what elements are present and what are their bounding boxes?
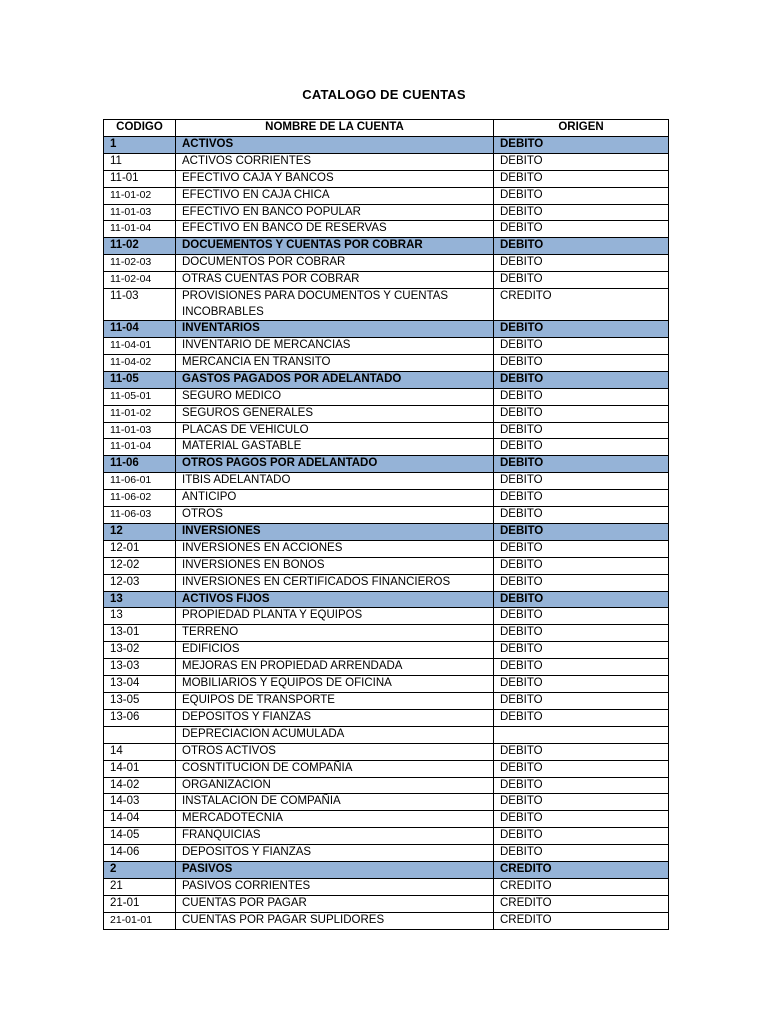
account-origin: DEBITO — [494, 170, 669, 187]
account-name: MERCADOTECNIA — [176, 811, 494, 828]
account-name: PASIVOS — [176, 862, 494, 879]
account-origin: DEBITO — [494, 456, 669, 473]
account-origin: DEBITO — [494, 136, 669, 153]
account-origin: CREDITO — [494, 862, 669, 879]
account-name: ACTIVOS CORRIENTES — [176, 153, 494, 170]
account-origin: DEBITO — [494, 221, 669, 238]
account-code: 14-05 — [104, 828, 176, 845]
account-code: 14-06 — [104, 845, 176, 862]
account-code: 11-05-01 — [104, 388, 176, 405]
account-code: 11-01-02 — [104, 405, 176, 422]
account-code: 11-05 — [104, 371, 176, 388]
account-origin: DEBITO — [494, 255, 669, 272]
account-name: ORGANIZACION — [176, 777, 494, 794]
table-row — [104, 625, 669, 642]
account-name: EFECTIVO EN BANCO DE RESERVAS — [176, 221, 494, 238]
account-origin: DEBITO — [494, 540, 669, 557]
account-name: MERCANCIA EN TRANSITO — [176, 354, 494, 371]
table-row — [104, 794, 669, 811]
account-name: COSNTITUCION DE COMPAÑIA — [176, 760, 494, 777]
account-name: INSTALACION DE COMPAÑIA — [176, 794, 494, 811]
account-origin: DEBITO — [494, 405, 669, 422]
table-row — [104, 845, 669, 862]
header-row — [104, 120, 669, 137]
account-origin: DEBITO — [494, 422, 669, 439]
account-origin: DEBITO — [494, 642, 669, 659]
table-row — [104, 659, 669, 676]
account-origin: CREDITO — [494, 912, 669, 929]
account-name: INVERSIONES EN CERTIFICADOS FINANCIEROS — [176, 574, 494, 591]
account-code: 11-01-04 — [104, 221, 176, 238]
table-body — [104, 136, 669, 929]
account-origin: DEBITO — [494, 371, 669, 388]
account-origin: DEBITO — [494, 828, 669, 845]
account-origin — [494, 726, 669, 743]
account-name: EFECTIVO EN BANCO POPULAR — [176, 204, 494, 221]
account-code: 13-05 — [104, 693, 176, 710]
account-name: OTRAS CUENTAS POR COBRAR — [176, 272, 494, 289]
account-code: 13-04 — [104, 676, 176, 693]
account-origin: DEBITO — [494, 608, 669, 625]
table-row — [104, 760, 669, 777]
account-code: 2 — [104, 862, 176, 879]
account-code: 14-02 — [104, 777, 176, 794]
table-row-group — [104, 456, 669, 473]
account-origin: DEBITO — [494, 591, 669, 608]
account-origin: DEBITO — [494, 794, 669, 811]
account-name: DOCUEMENTOS Y CUENTAS POR COBRAR — [176, 238, 494, 255]
account-name: MEJORAS EN PROPIEDAD ARRENDADA — [176, 659, 494, 676]
account-origin: DEBITO — [494, 321, 669, 338]
account-name: EFECTIVO EN CAJA CHICA — [176, 187, 494, 204]
account-code: 11-04-01 — [104, 337, 176, 354]
account-code: 11-01-03 — [104, 204, 176, 221]
account-code: 11-01-03 — [104, 422, 176, 439]
account-code: 12-02 — [104, 557, 176, 574]
account-origin: DEBITO — [494, 659, 669, 676]
account-name: PLACAS DE VEHICULO — [176, 422, 494, 439]
account-name: PROPIEDAD PLANTA Y EQUIPOS — [176, 608, 494, 625]
account-origin: DEBITO — [494, 709, 669, 726]
account-code: 12 — [104, 523, 176, 540]
account-code — [104, 726, 176, 743]
table-row — [104, 557, 669, 574]
account-origin: DEBITO — [494, 625, 669, 642]
account-name: INVENTARIO DE MERCANCIAS — [176, 337, 494, 354]
account-origin: DEBITO — [494, 507, 669, 524]
table-row — [104, 221, 669, 238]
account-origin: DEBITO — [494, 811, 669, 828]
account-origin: DEBITO — [494, 845, 669, 862]
table-row — [104, 777, 669, 794]
account-code: 21-01 — [104, 895, 176, 912]
account-origin: DEBITO — [494, 153, 669, 170]
account-name: ANTICIPO — [176, 490, 494, 507]
account-origin: DEBITO — [494, 238, 669, 255]
account-name: DEPRECIACION ACUMULADA — [176, 726, 494, 743]
account-code: 12-01 — [104, 540, 176, 557]
account-code: 11 — [104, 153, 176, 170]
table-row-group — [104, 523, 669, 540]
table-row — [104, 204, 669, 221]
account-origin: DEBITO — [494, 490, 669, 507]
account-code: 13-03 — [104, 659, 176, 676]
account-code: 11-06-02 — [104, 490, 176, 507]
account-name: ITBIS ADELANTADO — [176, 473, 494, 490]
header-code: CODIGO — [104, 120, 176, 137]
account-code: 11-06 — [104, 456, 176, 473]
account-code: 13-06 — [104, 709, 176, 726]
account-origin: DEBITO — [494, 388, 669, 405]
account-origin: DEBITO — [494, 743, 669, 760]
table-row — [104, 811, 669, 828]
table-row — [104, 187, 669, 204]
account-code: 11-04 — [104, 321, 176, 338]
account-code: 13-01 — [104, 625, 176, 642]
account-name: FRANQUICIAS — [176, 828, 494, 845]
table-row — [104, 507, 669, 524]
account-code: 11-02-03 — [104, 255, 176, 272]
table-row — [104, 170, 669, 187]
header-origin: ORIGEN — [494, 120, 669, 137]
table-row — [104, 272, 669, 289]
table-row — [104, 642, 669, 659]
account-name: OTROS — [176, 507, 494, 524]
table-row — [104, 490, 669, 507]
table-row — [104, 726, 669, 743]
table-row — [104, 574, 669, 591]
page-title: CATALOGO DE CUENTAS — [302, 87, 466, 102]
table-row-group — [104, 321, 669, 338]
table-row — [104, 405, 669, 422]
account-origin: DEBITO — [494, 337, 669, 354]
account-name: INVERSIONES — [176, 523, 494, 540]
account-code: 21 — [104, 878, 176, 895]
account-code: 14-04 — [104, 811, 176, 828]
table-row — [104, 354, 669, 371]
account-code: 1 — [104, 136, 176, 153]
account-code: 12-03 — [104, 574, 176, 591]
table-row — [104, 608, 669, 625]
account-origin: CREDITO — [494, 878, 669, 895]
account-code: 14-01 — [104, 760, 176, 777]
table-row — [104, 540, 669, 557]
account-name: OTROS PAGOS POR ADELANTADO — [176, 456, 494, 473]
account-code: 14-03 — [104, 794, 176, 811]
account-name: MATERIAL GASTABLE — [176, 439, 494, 456]
account-name: ACTIVOS — [176, 136, 494, 153]
table-row — [104, 878, 669, 895]
account-name: EQUIPOS DE TRANSPORTE — [176, 693, 494, 710]
account-origin: DEBITO — [494, 473, 669, 490]
table-row — [104, 422, 669, 439]
account-origin: DEBITO — [494, 557, 669, 574]
table-row — [104, 439, 669, 456]
account-code: 21-01-01 — [104, 912, 176, 929]
table-row — [104, 828, 669, 845]
table-row — [104, 255, 669, 272]
account-name: ACTIVOS FIJOS — [176, 591, 494, 608]
account-name: INVERSIONES EN ACCIONES — [176, 540, 494, 557]
table-row-group — [104, 371, 669, 388]
account-name: EFECTIVO CAJA Y BANCOS — [176, 170, 494, 187]
account-name: INVERSIONES EN BONOS — [176, 557, 494, 574]
account-code: 13 — [104, 591, 176, 608]
account-code: 11-01-02 — [104, 187, 176, 204]
account-name: EDIFICIOS — [176, 642, 494, 659]
account-code: 11-02 — [104, 238, 176, 255]
account-code: 13-02 — [104, 642, 176, 659]
account-origin: DEBITO — [494, 777, 669, 794]
account-name: GASTOS PAGADOS POR ADELANTADO — [176, 371, 494, 388]
table-row — [104, 693, 669, 710]
account-name: PROVISIONES PARA DOCUMENTOS Y CUENTAS INCOBRABLES — [176, 289, 494, 321]
account-name: CUENTAS POR PAGAR SUPLIDORES — [176, 912, 494, 929]
header-name: NOMBRE DE LA CUENTA — [176, 120, 494, 137]
account-code: 11-04-02 — [104, 354, 176, 371]
table-row — [104, 153, 669, 170]
account-name: SEGURO MEDICO — [176, 388, 494, 405]
account-origin: DEBITO — [494, 272, 669, 289]
account-code: 13 — [104, 608, 176, 625]
account-origin: DEBITO — [494, 676, 669, 693]
table-row — [104, 473, 669, 490]
table-row — [104, 388, 669, 405]
account-origin: DEBITO — [494, 693, 669, 710]
account-name: CUENTAS POR PAGAR — [176, 895, 494, 912]
account-name: DEPOSITOS Y FIANZAS — [176, 709, 494, 726]
account-origin: CREDITO — [494, 895, 669, 912]
account-code: 11-06-03 — [104, 507, 176, 524]
table-row — [104, 709, 669, 726]
account-name: DOCUMENTOS POR COBRAR — [176, 255, 494, 272]
account-name: PASIVOS CORRIENTES — [176, 878, 494, 895]
account-origin: DEBITO — [494, 187, 669, 204]
account-origin: DEBITO — [494, 439, 669, 456]
table-row-group — [104, 862, 669, 879]
table-row-group — [104, 136, 669, 153]
account-origin: DEBITO — [494, 760, 669, 777]
account-name: TERRENO — [176, 625, 494, 642]
account-origin: DEBITO — [494, 523, 669, 540]
account-code: 14 — [104, 743, 176, 760]
account-origin: DEBITO — [494, 574, 669, 591]
account-code: 11-01 — [104, 170, 176, 187]
account-code: 11-01-04 — [104, 439, 176, 456]
table-row — [104, 676, 669, 693]
account-origin: DEBITO — [494, 354, 669, 371]
account-code: 11-03 — [104, 289, 176, 321]
table-row — [104, 743, 669, 760]
table-row — [104, 289, 669, 321]
accounts-table — [103, 119, 669, 930]
table-row — [104, 337, 669, 354]
account-code: 11-02-04 — [104, 272, 176, 289]
account-name: MOBILIARIOS Y EQUIPOS DE OFICINA — [176, 676, 494, 693]
table-header — [104, 120, 669, 137]
table-row — [104, 912, 669, 929]
account-name: OTROS ACTIVOS — [176, 743, 494, 760]
account-origin: CREDITO — [494, 289, 669, 321]
account-code: 11-06-01 — [104, 473, 176, 490]
account-name: INVENTARIOS — [176, 321, 494, 338]
table-row-group — [104, 238, 669, 255]
table-row — [104, 895, 669, 912]
account-name: DEPOSITOS Y FIANZAS — [176, 845, 494, 862]
account-name: SEGUROS GENERALES — [176, 405, 494, 422]
table-row-group — [104, 591, 669, 608]
account-origin: DEBITO — [494, 204, 669, 221]
